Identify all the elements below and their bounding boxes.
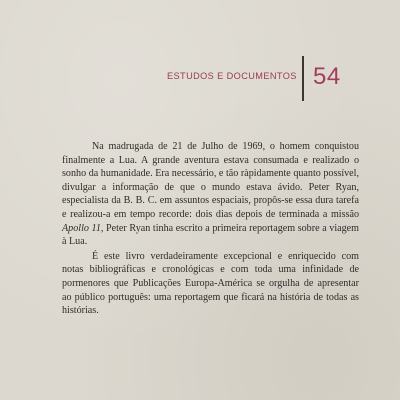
blurb-paragraph-1 (62, 140, 359, 249)
blurb-paragraph-2: É este livro verdadeiramente excepcional e enriquecido com notas bibliográficas e cronológicas e com toda uma infinidade de pormenores que Publicações Europa-América se orgulha de apresentar ao público português: uma reportagem que ficará na história de todas as histórias. (62, 250, 359, 317)
blurb-text (62, 140, 359, 318)
series-title: ESTUDOS E DOCUMENTOS (167, 71, 297, 81)
series-number: 54 (313, 63, 341, 90)
mission-name: Apollo 11 (62, 222, 101, 234)
header-divider (302, 56, 304, 101)
blurb-paragraph-1-part-b: , Peter Ryan tinha escrito a primeira reportagem sobre a viagem à Lua. (62, 222, 359, 248)
blurb-paragraph-1-part-a: Na madrugada de 21 de Julho de 1969, o homem conquistou finalmente a Lua. A grande aventura estava consumada e realizado o sonho da humanidade. Era necessário, e tão ràpidamente quanto possível, divulgar a informação de que o mundo estava ávido. Peter Ryan, especialista da B. B. C. em assuntos espaciais, propôs-se essa dura tarefa e realizou-a em tempo recorde: dois dias depois de terminada a missão (62, 141, 359, 220)
